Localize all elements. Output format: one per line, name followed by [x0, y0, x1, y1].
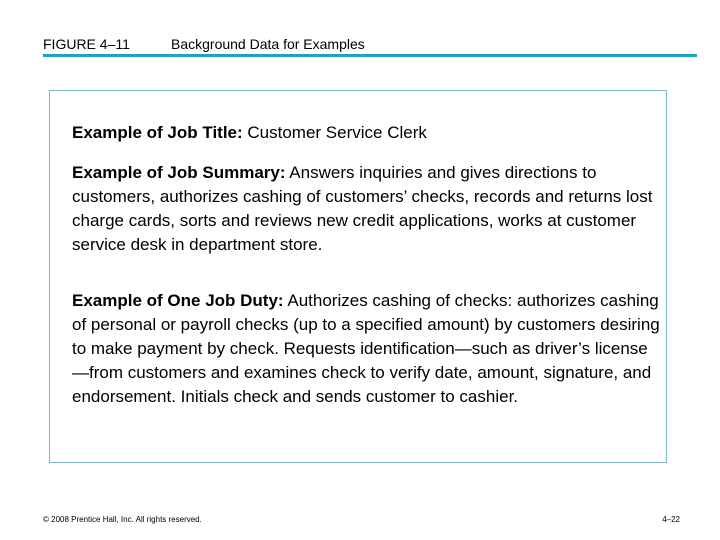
header-rule	[43, 54, 697, 57]
job-summary-label: Example of Job Summary:	[72, 163, 286, 182]
job-title-label: Example of Job Title:	[72, 123, 243, 142]
job-duty-text: Authorizes cashing of checks: authorizes cashing of personal or payroll checks (up to a specified amount) by customers desiring to make payment by check. Requests identification—such as driver’s license—from customers and examines check to verify date, amount, signature, and endorsement. Initials check and sends customer to cashier.	[72, 291, 660, 406]
content-box	[49, 90, 667, 463]
job-duty-example	[72, 289, 662, 409]
figure-title: Background Data for Examples	[171, 36, 365, 52]
page-number: 4–22	[662, 515, 680, 524]
job-duty-label: Example of One Job Duty:	[72, 291, 284, 310]
copyright-notice: © 2008 Prentice Hall, Inc. All rights reserved.	[43, 515, 202, 524]
figure-number: FIGURE 4–11	[43, 36, 130, 52]
job-title-example	[72, 121, 662, 145]
figure-header	[43, 35, 697, 55]
job-summary-example	[72, 161, 662, 257]
job-summary-text: Answers inquiries and gives directions to customers, authorizes cashing of customers’ checks, records and returns lost charge cards, sorts and reviews new credit applications, works at customer service desk in department store.	[72, 163, 653, 254]
job-title-text: Customer Service Clerk	[242, 123, 427, 142]
